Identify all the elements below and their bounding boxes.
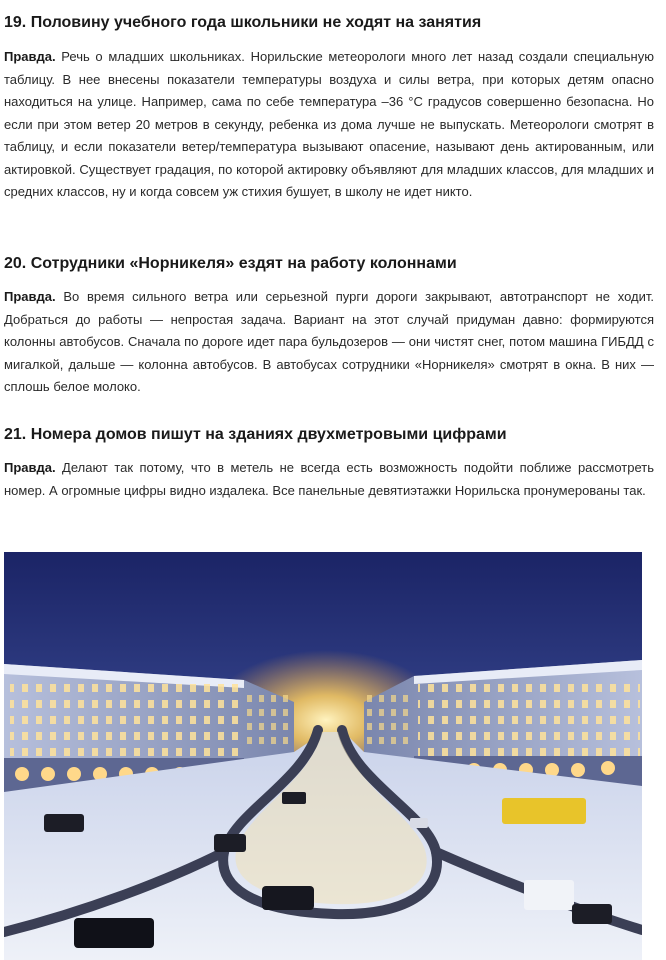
fact-20-heading: 20. Сотрудники «Норникеля» ездят на работу колоннами — [4, 255, 457, 272]
fact-21-body — [4, 457, 654, 502]
fact-19-heading: 19. Половину учебного года школьники не ходят на занятия — [4, 14, 482, 31]
fact-21-verdict: Правда. — [4, 460, 56, 475]
fact-20-text: Во время сильного ветра или серьезной пурги дороги закрывают, автотранспорт не ходит. Добраться до работы — непростая задача. Вариант на этот случай придуман давно: формируются колонны автобусов. Сначала по дороге идет пара бульдозеров — они чистят снег, потом машина ГИБДД с мигалкой, дальше — колонна автобусов. В автобусах сотрудники «Норникеля» смотрят в окна. В них — сплошь белое молоко. — [4, 289, 654, 394]
norilsk-street-photo — [4, 552, 642, 960]
fact-21-heading: 21. Номера домов пишут на зданиях двухметровыми цифрами — [4, 426, 507, 443]
fact-19-text: Речь о младших школьниках. Норильские метеорологи много лет назад создали специальную таблицу. В нее внесены показатели температуры воздуха и силы ветра, при которых детям опасно находиться на улице. Например, сама по себе температура –36 °С градусов совершенно безопасна. Но если при этом ветер 20 метров в секунду, ребенка из дома лучше не выпускать. Метеорологи смотрят в таблицу, и если показатели ветер/температура вызывают опасение, называют день актированным, или актировкой. Существует градация, по которой актировку объявляют для младших классов, для младших и средних классов, ну и когда совсем уж стихия бушует, в школу не идет никто. — [4, 49, 654, 199]
fact-21-text: Делают так потому, что в метель не всегда есть возможность подойти поближе рассмотреть номер. А огромные цифры видно издалека. Все панельные девятиэтажки Норильска пронумерованы так. — [4, 460, 654, 498]
fact-19-verdict: Правда. — [4, 49, 56, 64]
fact-20-verdict: Правда. — [4, 289, 56, 304]
fact-20-body — [4, 286, 654, 399]
photo-illustration — [4, 552, 642, 960]
fact-19-body — [4, 46, 654, 204]
